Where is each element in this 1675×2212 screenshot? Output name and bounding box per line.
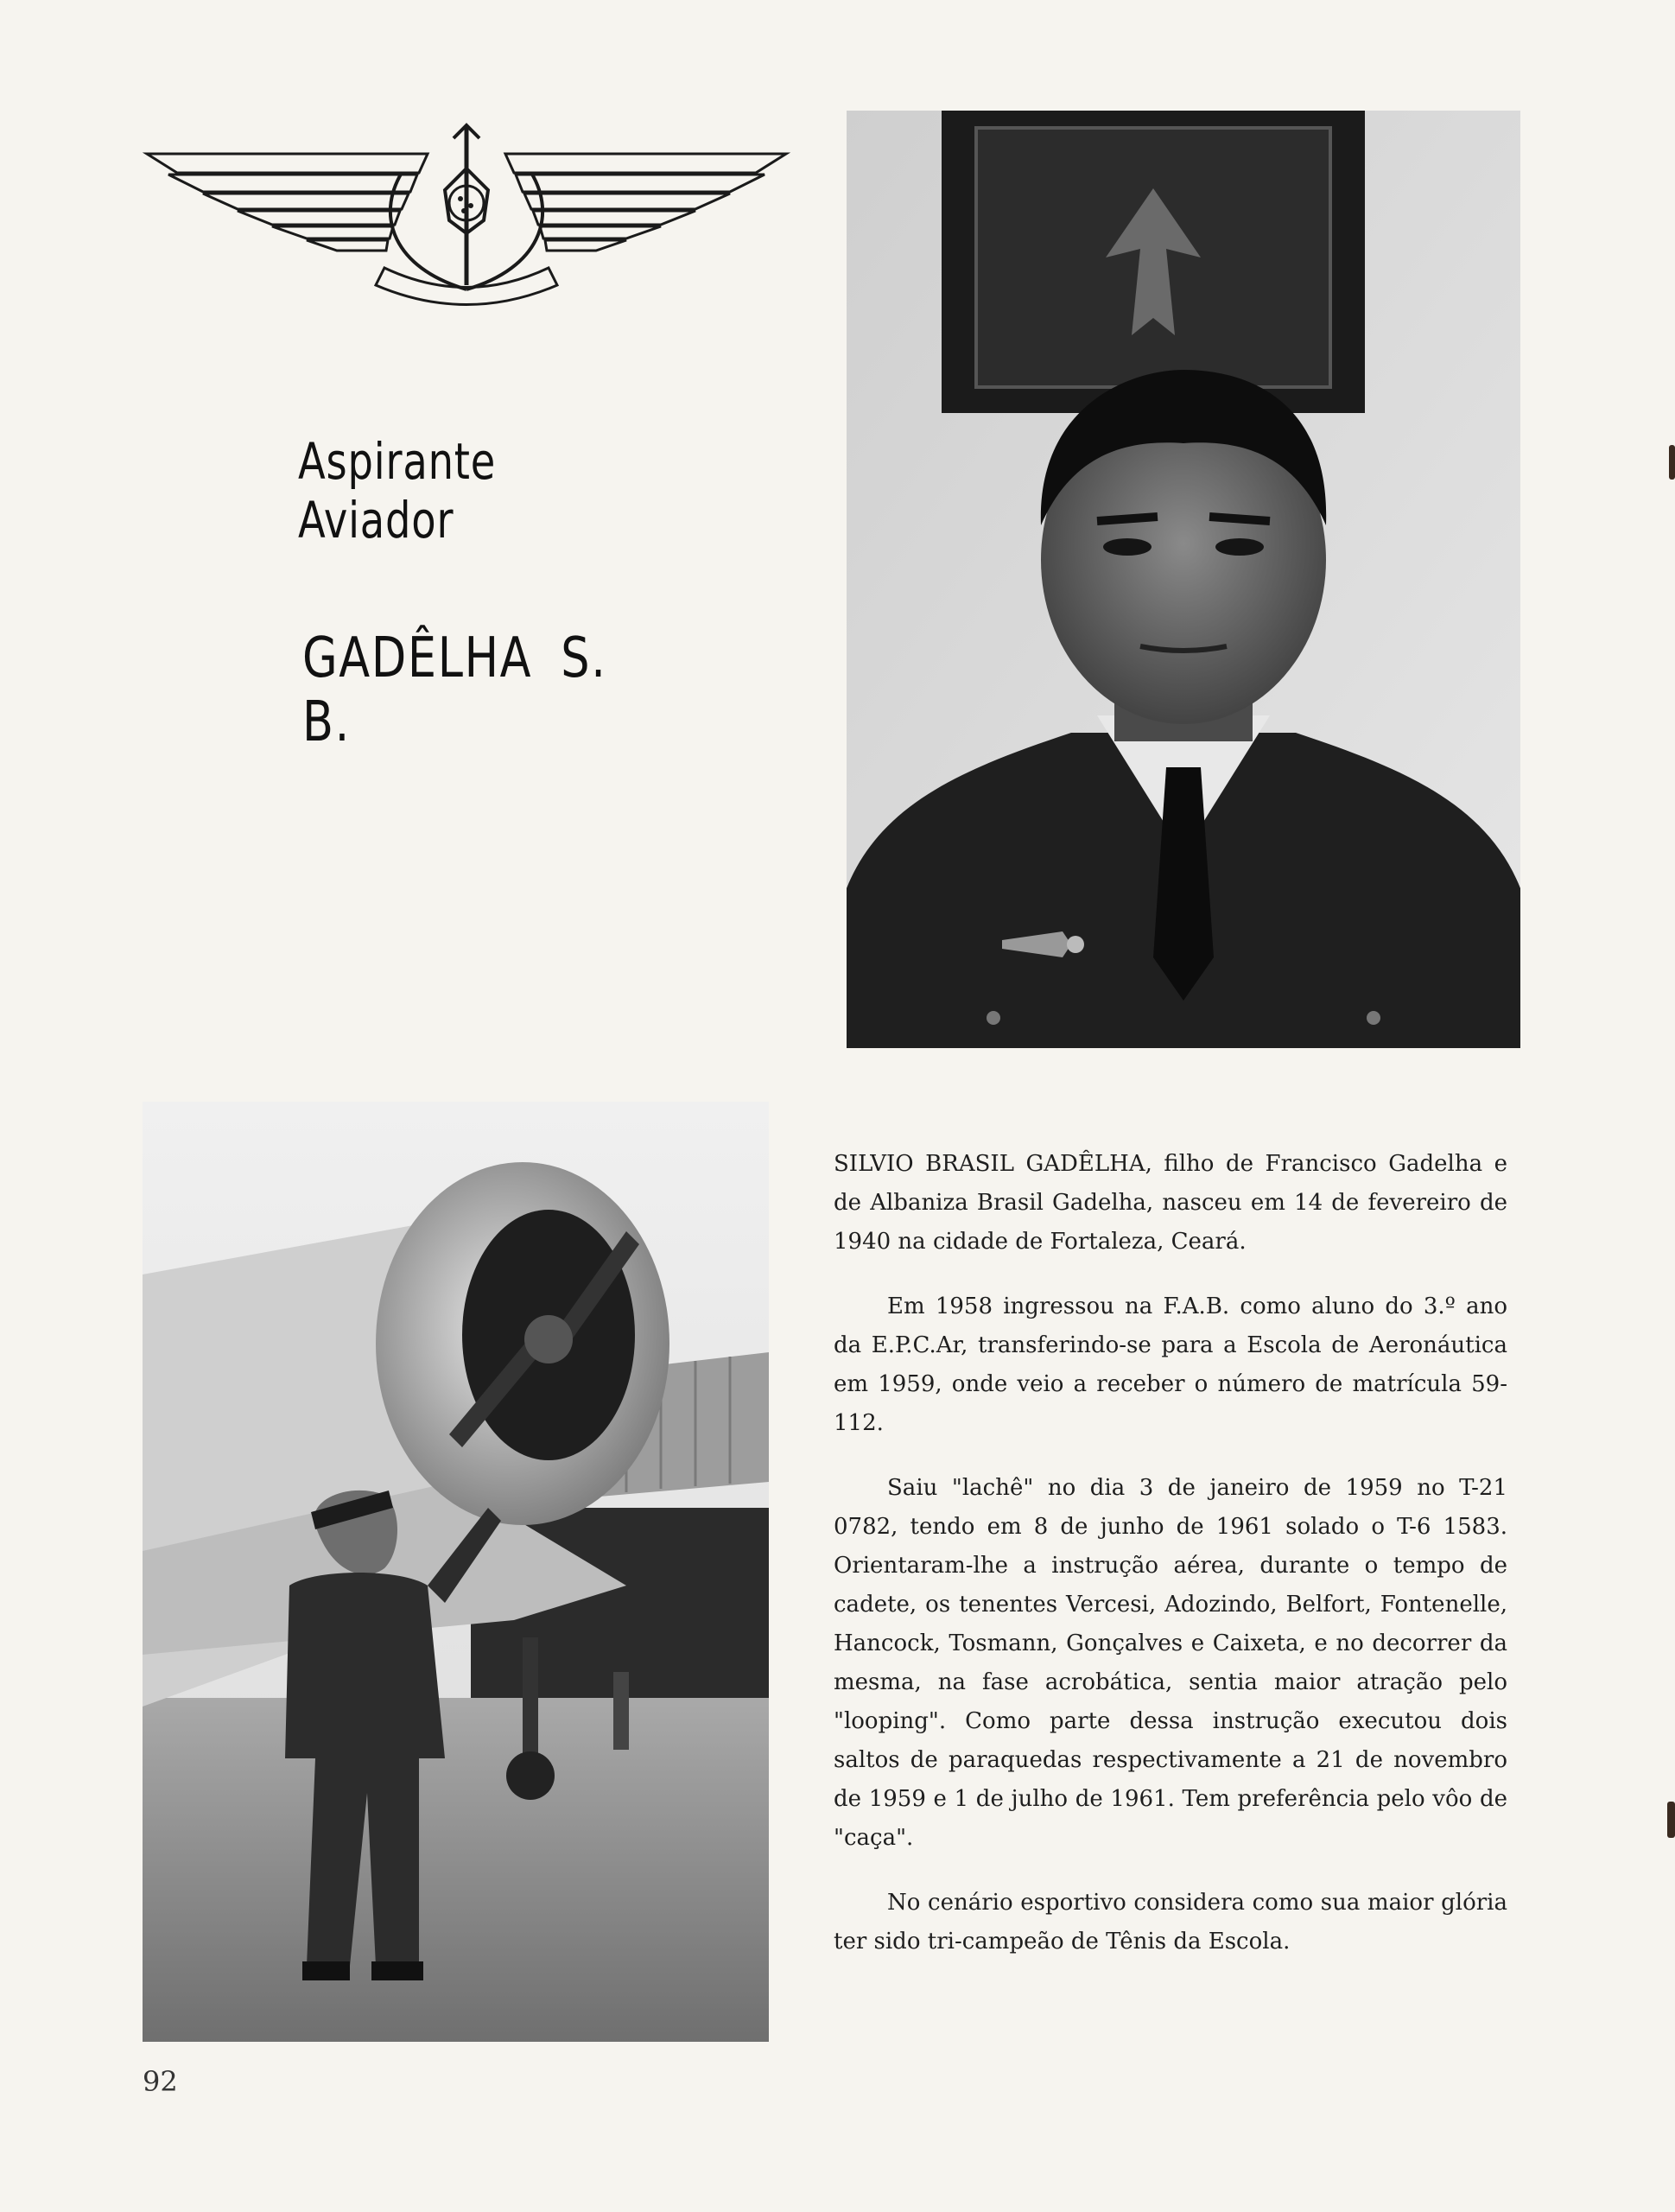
rank-title: Aspirante Aviador	[298, 432, 497, 550]
bio-paragraph: No cenário esportivo considera como sua maior glória ter sido tri-campeão de Tênis da Escola.	[834, 1890, 1507, 1955]
bio-paragraph: Saiu "lachê" no dia 3 de janeiro de 1959 no T-21 0782, tendo em 8 de junho de 1961 solado o T-6 1583. Orientaram-lhe a instrução aérea, durante o tempo de cadete, os tenentes Vercesi, Adozindo, Belfort, Fontenelle, Hancock, Tosmann, Gonçalves e Caixeta, e no decorrer da mesma, na fase acrobática, sentia maior atração pelo "looping". Como parte dessa instrução executou dois saltos de paraquedas respectivamente a 21 de novembro de 1959 e 1 de julho de 1961. Tem preferência pelo vôo de "caça".	[834, 1475, 1507, 1851]
bio-paragraph: Em 1958 ingressou na F.A.B. como aluno do 3.º ano da E.P.C.Ar, transferindo-se para a Escola de Aeronáutica em 1959, onde veio a receber o número de matrícula 59-112.	[834, 1294, 1507, 1436]
cadet-with-aircraft-photo	[143, 1102, 769, 2042]
biography-text	[834, 1145, 1507, 1987]
cadet-name: GADÊLHA S. B.	[302, 626, 607, 754]
portrait-photo	[847, 111, 1520, 1048]
bio-paragraph: SILVIO BRASIL GADÊLHA, filho de Francisco Gadelha e de Albaniza Brasil Gadelha, nasceu em 14 de fevereiro de 1940 na cidade de Fortaleza, Ceará.	[834, 1151, 1507, 1255]
binding-mark	[1667, 1802, 1675, 1838]
page-number: 92	[143, 2065, 178, 2098]
air-force-wings-crest-icon	[143, 121, 790, 320]
binding-mark	[1669, 445, 1675, 480]
